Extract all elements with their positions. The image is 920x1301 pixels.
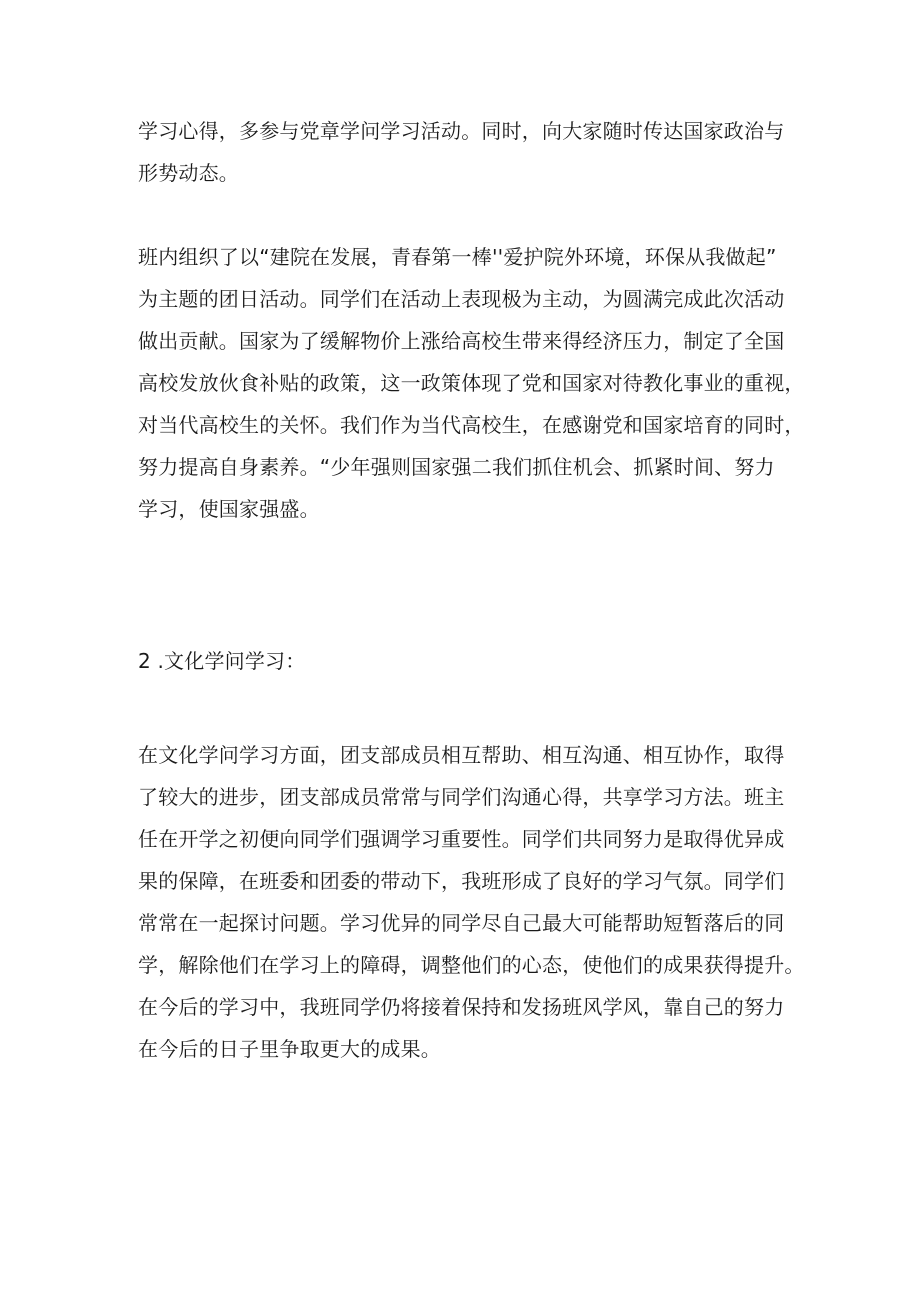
text-line: 学习，使国家强盛。 [138, 497, 320, 521]
text-line: 为主题的团日活动。同学们在活动上表现极为主动，为圆满完成此次活动 [138, 287, 785, 311]
text-line: 高校发放伙食补贴的政策，这一政策体现了党和国家对待教化事业的重视， [138, 371, 805, 395]
text-line: 学习心得，多参与党章学问学习活动。同时，向大家随时传达国家政治与 [138, 119, 785, 143]
text-line: 学，解除他们在学习上的障碍，调整他们的心态，使他们的成果获得提升。 [138, 953, 805, 977]
text-line: 形势动态。 [138, 161, 239, 185]
text-line: 果的保障，在班委和团委的带动下，我班形成了良好的学习气氛。同学们 [138, 869, 785, 893]
text-line: 做出贡献。国家为了缓解物价上涨给高校生带来得经济压力，制定了全国 [138, 329, 785, 353]
text-line: 常常在一起探讨问题。学习优异的同学尽自己最大可能帮助短暂落后的同 [138, 911, 785, 935]
text-line: 在今后的日子里争取更大的成果。 [138, 1037, 441, 1061]
text-line: 在今后的学习中，我班同学仍将接着保持和发扬班风学风，靠自己的努力 [138, 995, 785, 1019]
text-line: 在文化学问学习方面，团支部成员相互帮助、相互沟通、相互协作，取得 [138, 743, 785, 767]
paragraph-cultural-study [138, 734, 838, 1070]
paragraph-study-notes [138, 110, 838, 194]
text-line: 任在开学之初便向同学们强调学习重要性。同学们共同努力是取得优异成 [138, 827, 785, 851]
paragraph-league-activity [138, 236, 838, 530]
text-line: 对当代高校生的关怀。我们作为当代高校生，在感谢党和国家培育的同时， [138, 413, 805, 437]
text-line: 班内组织了以“建院在发展，青春第一棒''爱护院外环境，环保从我做起” [138, 245, 777, 269]
section-heading [138, 640, 838, 682]
text-line: 努力提高自身素养。“少年强则国家强二我们抓住机会、抓紧时间、努力 [138, 455, 775, 479]
section-heading-text: 2 .文化学问学习： [138, 649, 306, 673]
text-line: 了较大的进步，团支部成员常常与同学们沟通心得，共享学习方法。班主 [138, 785, 785, 809]
